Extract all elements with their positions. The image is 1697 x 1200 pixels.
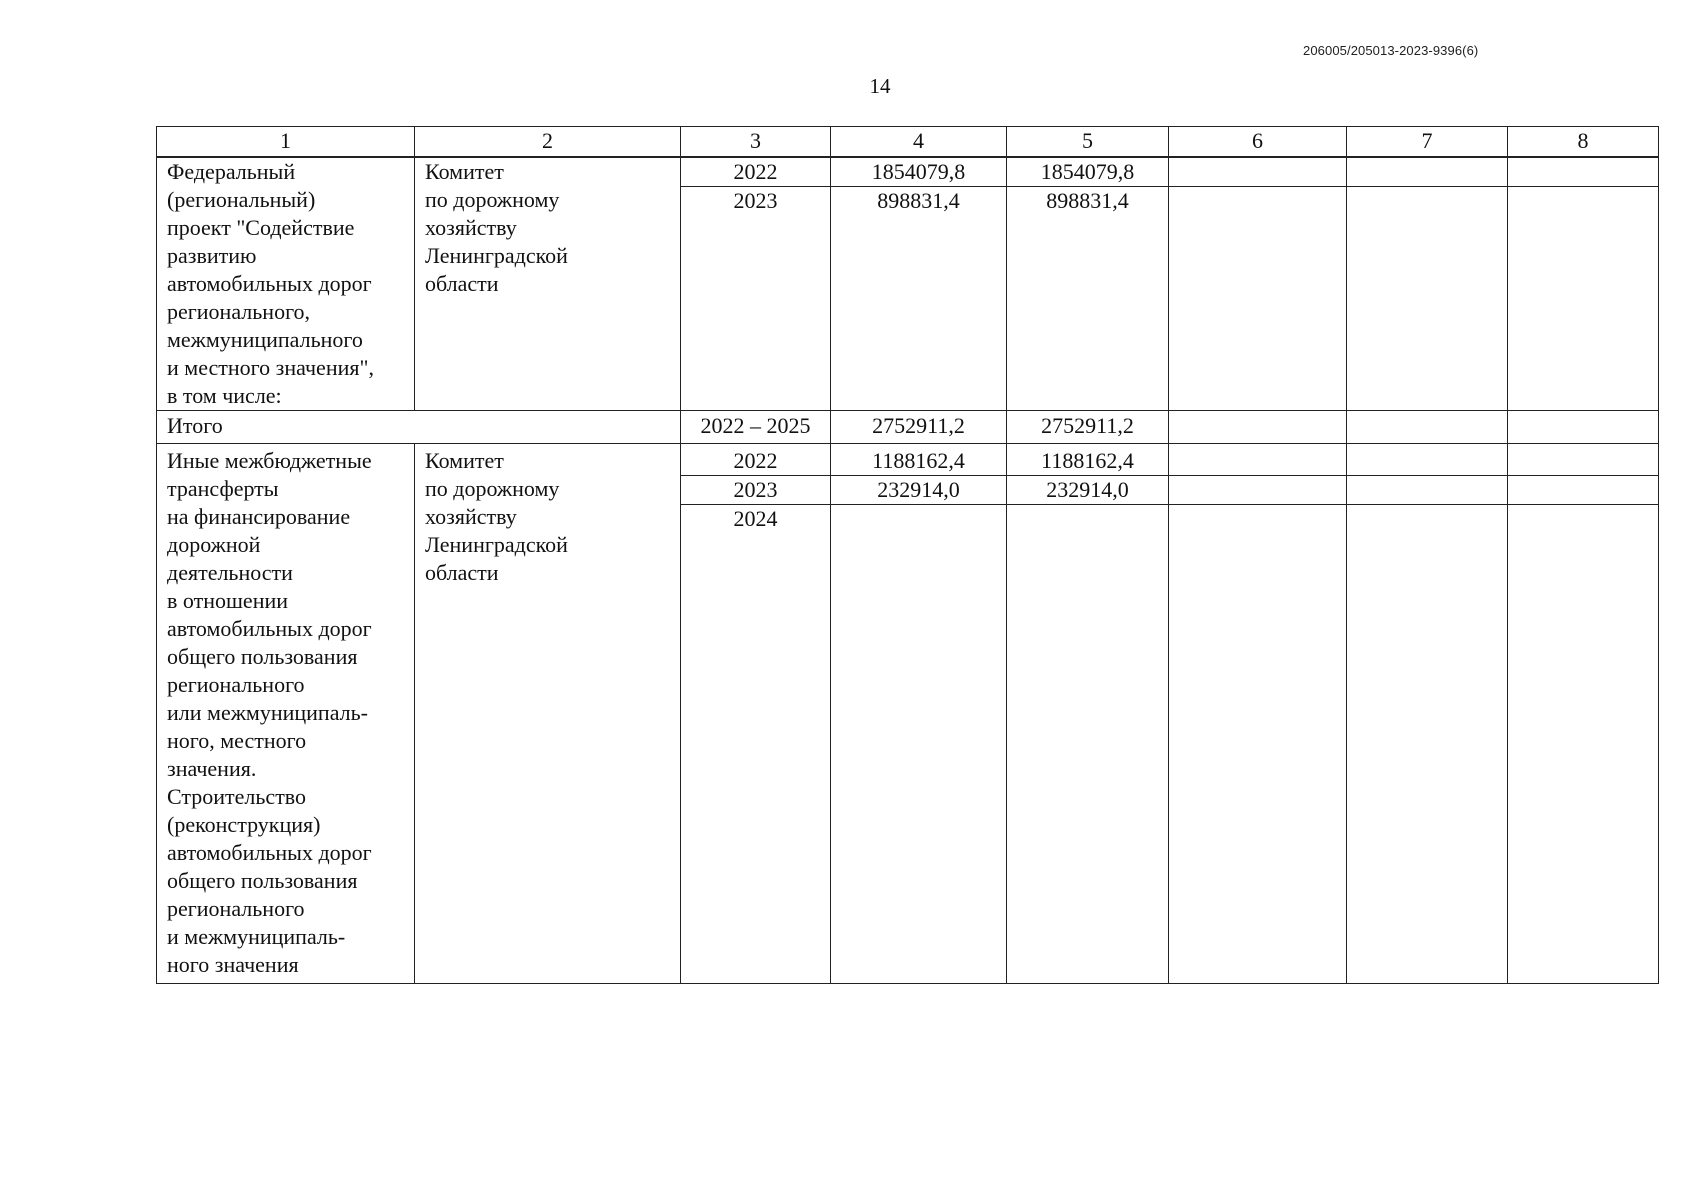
empty-cell	[1169, 187, 1347, 411]
section2-col5-2024	[1007, 505, 1169, 984]
table-container	[156, 126, 1659, 984]
empty-cell	[1347, 411, 1508, 444]
total-period: 2022 – 2025	[681, 411, 831, 444]
empty-cell	[1508, 444, 1659, 476]
page-number: 14	[869, 74, 891, 98]
empty-cell	[1508, 411, 1659, 444]
section1-col4-2022: 1854079,8	[831, 157, 1007, 187]
col-header-8: 8	[1508, 127, 1659, 158]
table-row	[157, 444, 1659, 476]
total-label: Итого	[157, 411, 681, 444]
table-row	[157, 157, 1659, 187]
empty-cell	[1508, 505, 1659, 984]
col-header-3: 3	[681, 127, 831, 158]
section1-executor: Комитет по дорожному хозяйству Ленинградской области	[415, 157, 681, 411]
empty-cell	[1347, 444, 1508, 476]
section1-year-2022: 2022	[681, 157, 831, 187]
col-header-5: 5	[1007, 127, 1169, 158]
budget-table	[156, 126, 1659, 984]
col-header-6: 6	[1169, 127, 1347, 158]
col-header-7: 7	[1347, 127, 1508, 158]
section2-year-2022: 2022	[681, 444, 831, 476]
section2-year-2024: 2024	[681, 505, 831, 984]
section2-col5-2023: 232914,0	[1007, 476, 1169, 505]
empty-cell	[1508, 187, 1659, 411]
col-header-1: 1	[157, 127, 415, 158]
section1-name: Федеральный (региональный) проект "Содействие развитию автомобильных дорог регионального, межмуниципального и местного значения", в том числе:	[157, 157, 415, 411]
empty-cell	[1508, 157, 1659, 187]
empty-cell	[1508, 476, 1659, 505]
empty-cell	[1347, 476, 1508, 505]
section1-col5-2023: 898831,4	[1007, 187, 1169, 411]
empty-cell	[1169, 505, 1347, 984]
empty-cell	[1347, 157, 1508, 187]
empty-cell	[1169, 476, 1347, 505]
empty-cell	[1169, 444, 1347, 476]
total-row	[157, 411, 1659, 444]
col-header-2: 2	[415, 127, 681, 158]
col-header-4: 4	[831, 127, 1007, 158]
section2-year-2023: 2023	[681, 476, 831, 505]
section2-col5-2022: 1188162,4	[1007, 444, 1169, 476]
section2-executor: Комитет по дорожному хозяйству Ленинградской области	[415, 444, 681, 984]
section2-col4-2022: 1188162,4	[831, 444, 1007, 476]
empty-cell	[1169, 411, 1347, 444]
section1-year-2023: 2023	[681, 187, 831, 411]
section2-name: Иные межбюджетные трансферты на финансирование дорожной деятельности в отношении автомобильных дорог общего пользования регионального или межмуниципаль- ного, местного значения. Строительство (реконструкция) автомобильных дорог общего пользования регионального и межмуниципаль- ного значения	[157, 444, 415, 984]
section2-col4-2023: 232914,0	[831, 476, 1007, 505]
total-col5: 2752911,2	[1007, 411, 1169, 444]
section2-col4-2024	[831, 505, 1007, 984]
empty-cell	[1347, 505, 1508, 984]
document-id: 206005/205013-2023-9396(6)	[1303, 43, 1479, 58]
total-col4: 2752911,2	[831, 411, 1007, 444]
empty-cell	[1169, 157, 1347, 187]
header-row	[157, 127, 1659, 158]
section1-col4-2023: 898831,4	[831, 187, 1007, 411]
section1-col5-2022: 1854079,8	[1007, 157, 1169, 187]
empty-cell	[1347, 187, 1508, 411]
